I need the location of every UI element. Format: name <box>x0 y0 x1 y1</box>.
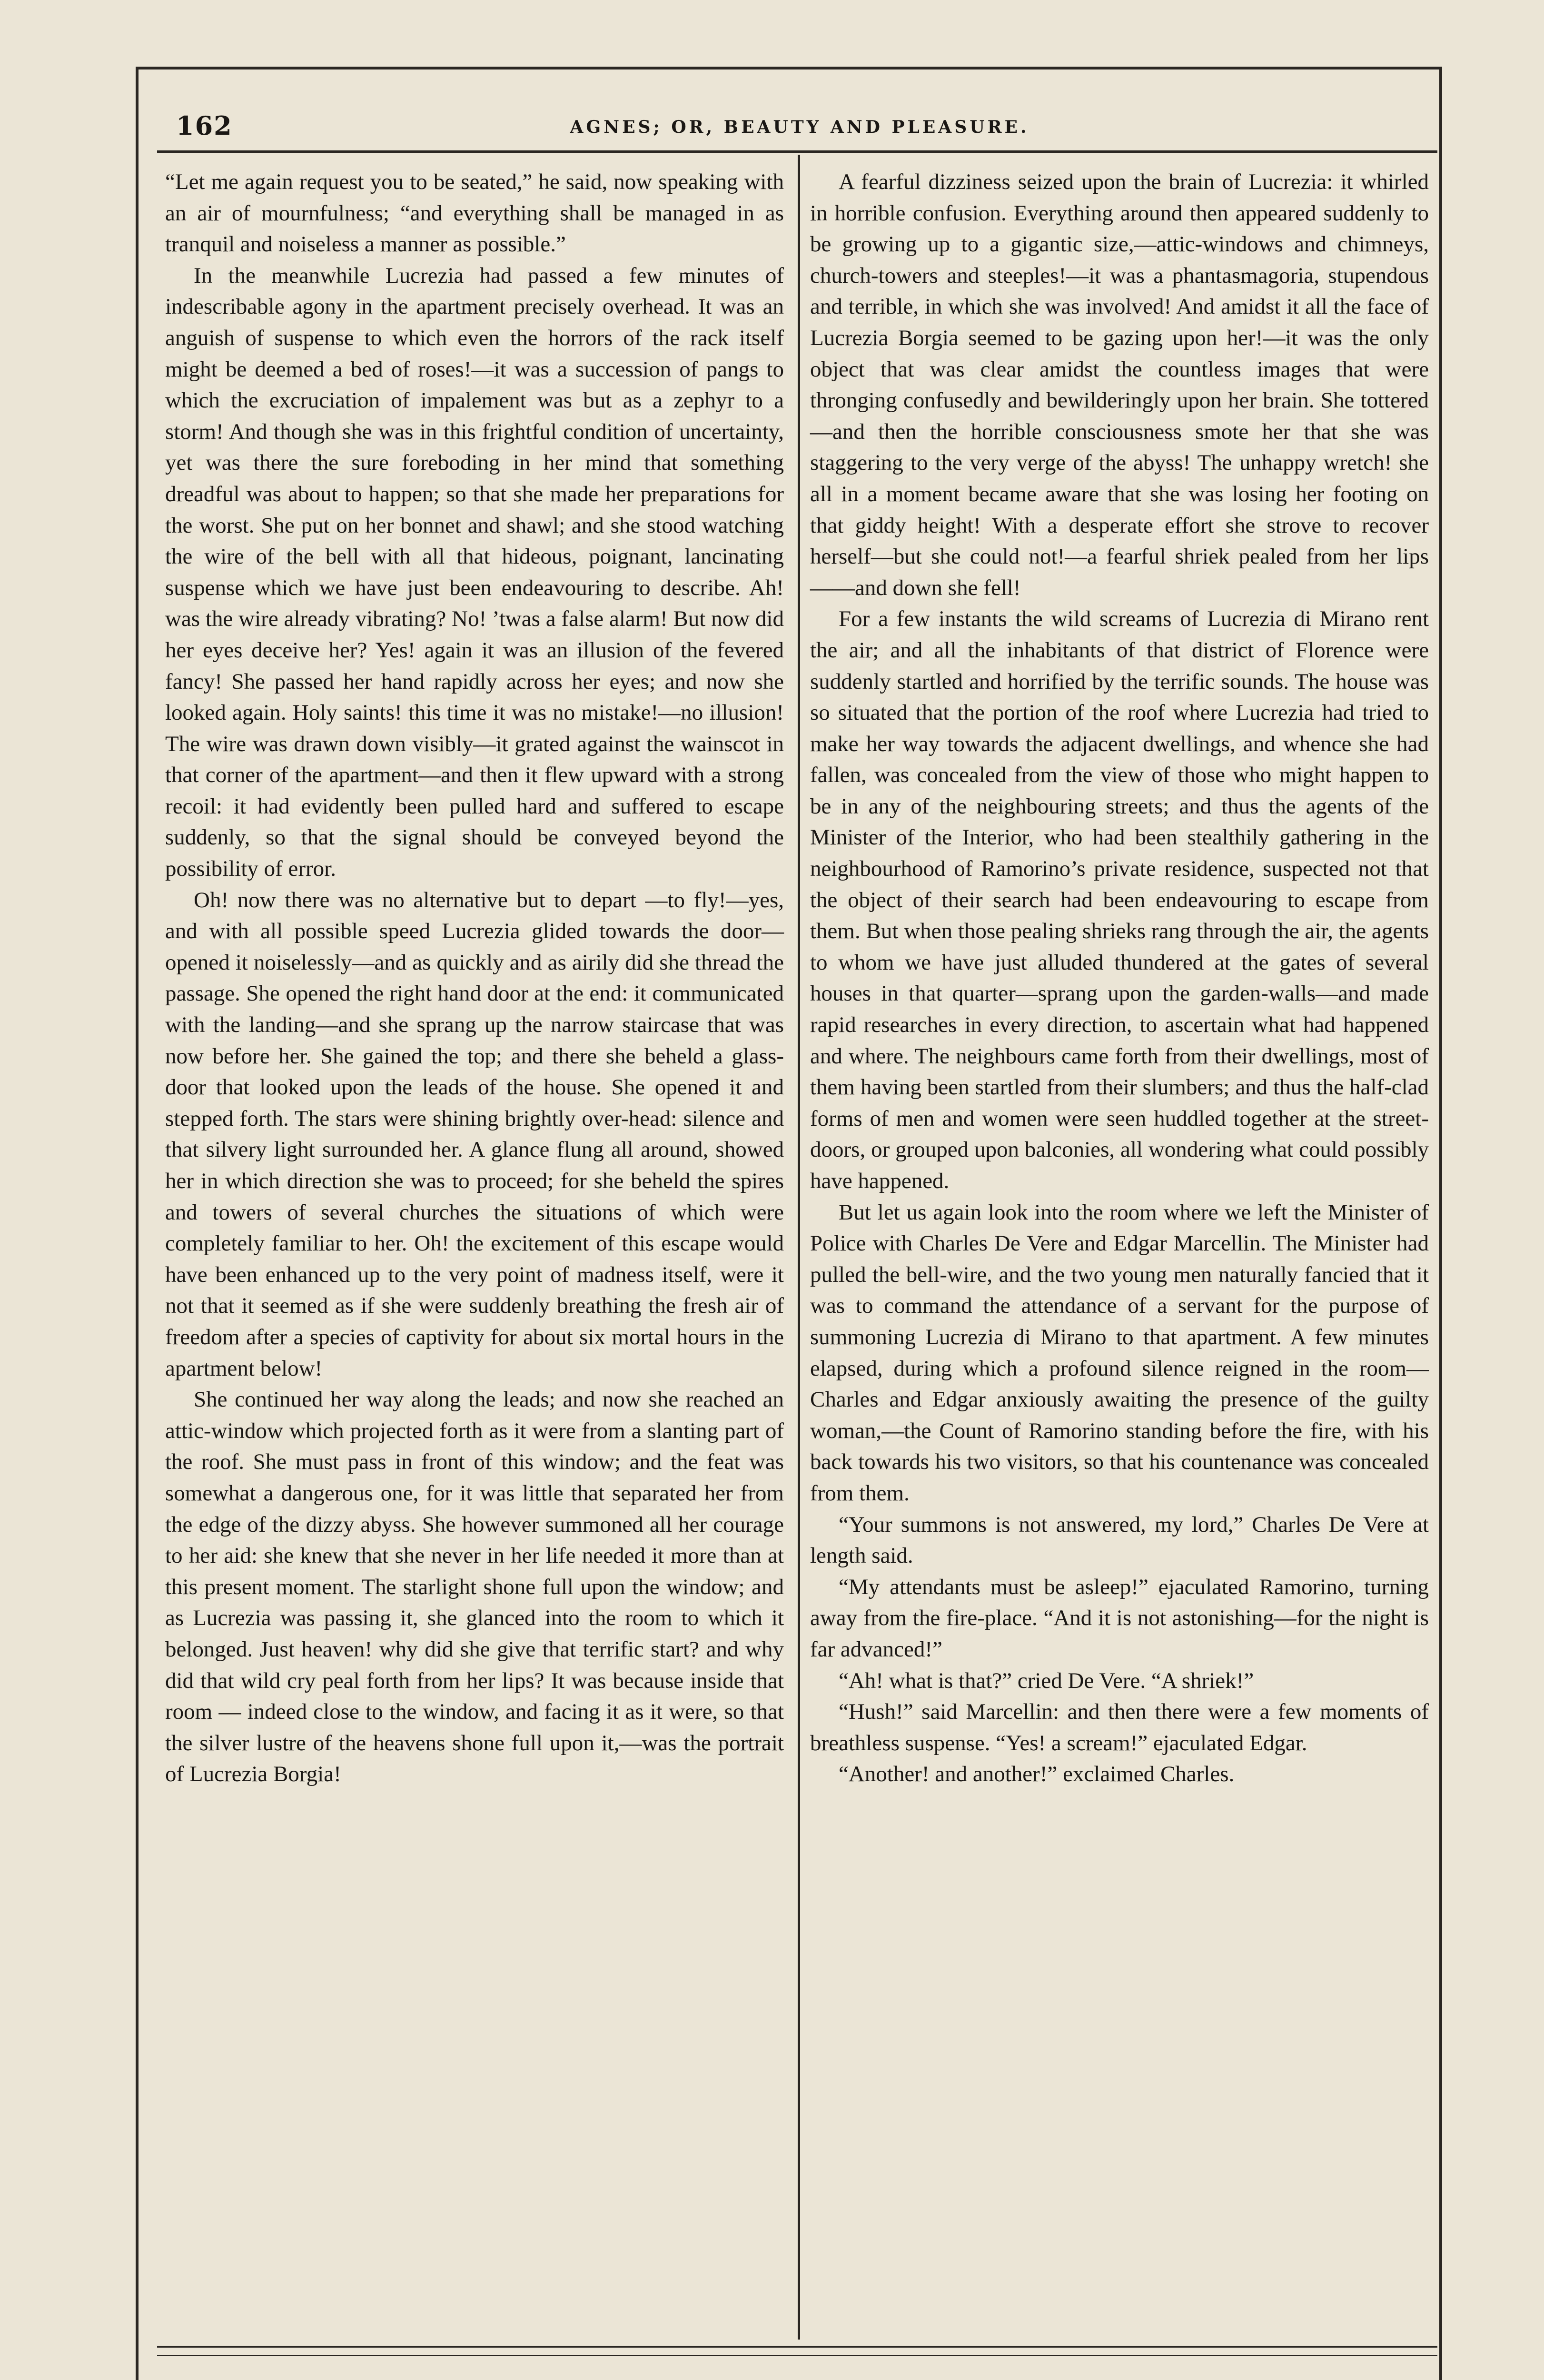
paragraph: “Another! and another!” exclaimed Charles. <box>839 1762 1235 1787</box>
column-divider <box>798 155 800 2340</box>
page-border-left <box>136 67 139 2380</box>
paragraph: For a few instants the wild screams of Lucrezia di Mirano rent the air; and all the inhabitants of that district of Florence were suddenly startled and horrified by the terrific sounds. The house was so situated that the portion of the roof where Lucrezia had tried to make her way towards the adjacent dwellings, and whence she had fallen, was concealed from the view of those who might happen to be in any of the neighbouring streets; and thus the agents of the Minister of the Interior, who had been stealthily gathering in the neighbourhood of Ramorino’s private residence, suspected not that the object of their search had been endeavouring to escape from them. But when those pealing shrieks rang through the air, the agents to whom we have just alluded thundered at the gates of several houses in that quarter—sprang upon the garden-walls—and made rapid researches in every direction, to ascertain what had happened and where. The neighbours came forth from their dwellings, most of them having been startled from their slumbers; and thus the half-clad forms of men and women were seen huddled together at the street-doors, or grouped upon balconies, all wondering what could possibly have happened. <box>810 606 1429 1193</box>
paragraph: A fearful dizziness seized upon the brain of Lucrezia: it whirled in horrible confusion. Everything around then appeared suddenly to be growing up to a gigantic size,—attic-windows and chimneys, church-towers and steeples!—it was a phantasmagoria, stupendous and terrible, in which she was involved! And amidst it all the face of Lucrezia Borgia seemed to be gazing upon her!—it was the only object that was clear amidst the countless images that were thronging confusedly and bewilderingly upon her brain. She tottered—and then the horrible consciousness smote her that she was staggering to the very verge of the abyss! The unhappy wretch! she all in a moment became aware that she was losing her footing on that giddy height! With a desperate effort she strove to recover herself—but she could not!—a fearful shriek pealed from her lips——and down she fell! <box>810 169 1429 600</box>
paragraph: But let us again look into the room where we left the Minister of Police with Charles De Vere and Edgar Marcellin. The Minister had pulled the bell-wire, and the two young men naturally fancied that it was to command the attendance of a servant for the purpose of summoning Lucrezia di Mirano to that apartment. A few minutes elapsed, during which a profound silence reigned in the room—Charles and Edgar anxiously awaiting the presence of the guilty woman,—the Count of Ramorino standing before the fire, with his back towards his two visitors, so that his countenance was concealed from them. <box>810 1200 1429 1506</box>
page-border-top <box>136 67 1442 69</box>
paragraph: “Hush!” said Marcellin: and then there were a few moments of breathless suspense. “Yes! a scream!” ejaculated Edgar. <box>810 1699 1429 1755</box>
paragraph: “My attendants must be asleep!” ejaculated Ramorino, turning away from the fire-place. “And it is not astonishing—for the night is far advanced!” <box>810 1574 1429 1662</box>
page-border-right <box>1439 67 1442 2380</box>
right-column <box>810 167 1429 1790</box>
paragraph: “Your summons is not answered, my lord,” Charles De Vere at length said. <box>810 1512 1429 1568</box>
left-column <box>165 167 784 1790</box>
footer-rule <box>157 2346 1437 2348</box>
running-head: AGNES; OR, BEAUTY AND PLEASURE. <box>570 117 1029 137</box>
paragraph: “Let me again request you to be seated,” he said, now speaking with an air of mournfulness; “and everything shall be managed in as tranquil and noiseless a manner as possible.” <box>165 169 784 257</box>
paragraph: In the meanwhile Lucrezia had passed a few minutes of indescribable agony in the apartment precisely overhead. It was an anguish of suspense to which even the horrors of the rack itself might be deemed a bed of roses!—it was a succession of pangs to which the excruciation of impalement was but as a zephyr to a storm! And though she was in this frightful condition of uncertainty, yet was there the sure foreboding in her mind that something dreadful was about to happen; so that she made her preparations for the worst. She put on her bonnet and shawl; and she stood watching the wire of the bell with all that hideous, poignant, lancinating suspense which we have just been endeavouring to describe. Ah! was the wire already vibrating? No! ’twas a false alarm! But now did her eyes deceive her? Yes! again it was an illusion of the fevered fancy! She passed her hand rapidly across her eyes; and now she looked again. Holy saints! this time it was no mistake!—no illusion! The wire was drawn down visibly—it grated against the wainscot in that corner of the apartment—and then it flew upward with a strong recoil: it had evidently been pulled hard and suffered to escape suddenly, so that the signal should be conveyed beyond the possibility of error. <box>165 263 784 882</box>
paragraph: “Ah! what is that?” cried De Vere. “A shriek!” <box>839 1668 1254 1693</box>
footer-rule-secondary <box>157 2355 1437 2356</box>
paragraph: She continued her way along the leads; and now she reached an attic-window which projected forth as it were from a slanting part of the roof. She must pass in front of this window; and the feat was somewhat a dangerous one, for it was little that separated her from the edge of the dizzy abyss. She however summoned all her courage to her aid: she knew that she never in her life needed it more than at this present moment. The starlight shone full upon the window; and as Lucrezia was passing it, she glanced into the room to which it belonged. Just heaven! why did she give that terrific start? and why did that wild cry peal forth from her lips? It was because inside that room — indeed close to the window, and facing it as it were, so that the silver lustre of the heavens shone full upon it,—was the portrait of Lucrezia Borgia! <box>165 1387 784 1787</box>
header-rule <box>157 150 1437 153</box>
page-number: 162 <box>176 110 233 141</box>
paragraph: Oh! now there was no alternative but to depart —to fly!—yes, and with all possible speed Lucrezia glided towards the door—opened it noiselessly—and as quickly and as airily did she thread the passage. She opened the right hand door at the end: it communicated with the landing—and she sprang up the narrow staircase that was now before her. She gained the top; and there she beheld a glass-door that looked upon the leads of the house. She opened it and stepped forth. The stars were shining brightly over-head: silence and that silvery light surrounded her. A glance flung all around, showed her in which direction she was to proceed; for she beheld the spires and towers of several churches the situations of which were completely familiar to her. Oh! the excitement of this escape would have been enhanced up to the very point of madness itself, were it not that it seemed as if she were suddenly breathing the fresh air of freedom after a species of captivity for about six mortal hours in the apartment below! <box>165 887 784 1381</box>
